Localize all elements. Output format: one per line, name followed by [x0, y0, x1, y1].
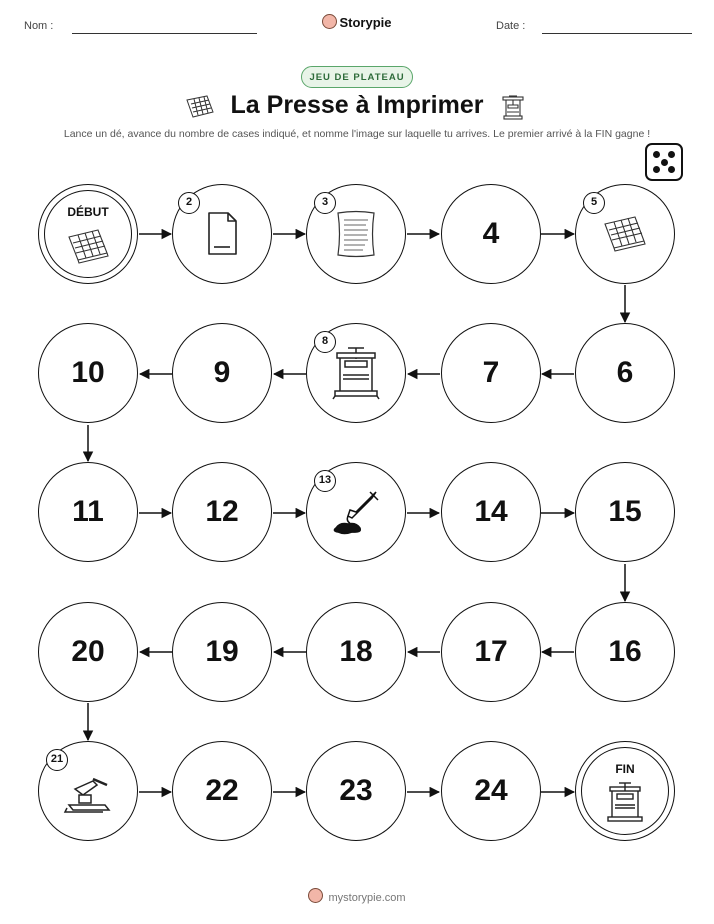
board-cell-13[interactable] — [306, 462, 406, 562]
board-cell-2[interactable] — [172, 184, 272, 284]
board-cell-16[interactable] — [575, 602, 675, 702]
footer-url[interactable]: mystorypie.com — [328, 892, 406, 904]
board-cell-10[interactable] — [38, 323, 138, 423]
cell-number: 2 — [178, 192, 200, 214]
board-cell-8[interactable] — [306, 323, 406, 423]
cell-number: 8 — [314, 331, 336, 353]
board-cell-17[interactable] — [441, 602, 541, 702]
board-cell-6[interactable] — [575, 323, 675, 423]
board-cell-5[interactable] — [575, 184, 675, 284]
board-cell-23[interactable] — [306, 741, 406, 841]
board-cell-15[interactable] — [575, 462, 675, 562]
board-cell-7[interactable] — [441, 323, 541, 423]
date-label: Date : — [496, 20, 526, 32]
cell-number: 14 — [474, 495, 508, 528]
cell-number: 22 — [205, 774, 239, 807]
ink-tube-icon — [330, 488, 382, 536]
cell-number: 17 — [474, 635, 508, 668]
cell-number: 4 — [482, 217, 500, 250]
footer — [0, 888, 714, 904]
board-cell-22[interactable] — [172, 741, 272, 841]
cell-number: 6 — [616, 356, 634, 389]
movable-type-tray-icon — [602, 214, 648, 254]
instructions: Lance un dé, avance du nombre de cases indiqué, et nomme l'image sur laquelle tu arrives. Le premier arrivé à la FIN gagne ! — [63, 128, 651, 140]
board-cell-19[interactable] — [172, 602, 272, 702]
board-cell-9[interactable] — [172, 323, 272, 423]
cell-number: 23 — [339, 774, 373, 807]
board-cell-21[interactable] — [38, 741, 138, 841]
cell-number: 21 — [46, 749, 68, 771]
start-label: DÉBUT — [67, 205, 109, 219]
board-cell-11[interactable] — [38, 462, 138, 562]
cell-number: 13 — [314, 470, 336, 492]
parchment-icon — [333, 208, 379, 260]
name-label: Nom : — [24, 20, 54, 32]
board-cell-12[interactable] — [172, 462, 272, 562]
printing-press-icon — [331, 345, 381, 401]
cell-number: 11 — [72, 495, 104, 528]
cell-number: 12 — [205, 495, 239, 528]
cell-number: 9 — [213, 356, 231, 389]
game-type-badge: JEU DE PLATEAU — [301, 66, 413, 88]
cell-number: 18 — [339, 635, 373, 668]
end-label: FIN — [615, 762, 635, 776]
cell-number: 19 — [205, 635, 239, 668]
cell-number: 15 — [608, 495, 642, 528]
cell-number: 24 — [474, 774, 508, 807]
movable-type-tray-icon — [66, 227, 110, 265]
storypie-logo-icon — [308, 888, 323, 903]
cell-number: 10 — [71, 356, 105, 389]
brand-name: Storypie — [339, 15, 392, 30]
board-cell-4[interactable] — [441, 184, 541, 284]
board-cell-3[interactable] — [306, 184, 406, 284]
cell-number: 3 — [314, 192, 336, 214]
cell-number: 7 — [482, 356, 500, 389]
board-cell-start[interactable] — [38, 184, 138, 284]
cell-number: 5 — [583, 192, 605, 214]
cell-number: 16 — [608, 635, 642, 668]
board-cell-14[interactable] — [441, 462, 541, 562]
page-title: La Presse à Imprimer — [230, 91, 484, 119]
printing-press-icon — [605, 781, 645, 825]
embosser-icon — [63, 775, 113, 815]
cell-number: 20 — [71, 635, 105, 668]
board-cell-20[interactable] — [38, 602, 138, 702]
board-cell-24[interactable] — [441, 741, 541, 841]
board-cell-18[interactable] — [306, 602, 406, 702]
board-cell-end[interactable] — [575, 741, 675, 841]
paper-sheet-icon — [202, 209, 242, 259]
